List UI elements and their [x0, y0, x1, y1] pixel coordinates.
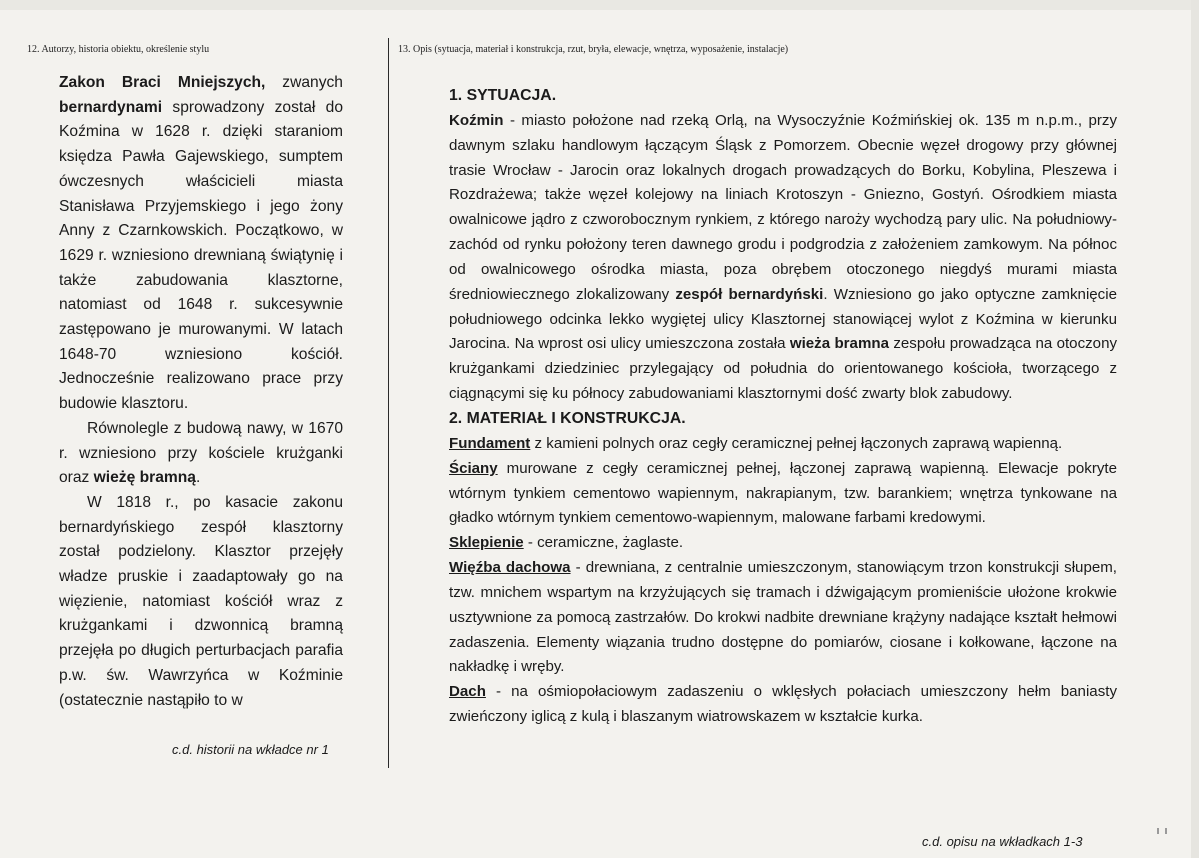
page-edge-right [1191, 0, 1199, 858]
item-term: Więźba dachowa [449, 559, 571, 577]
gate-tower-term: wieżę bramną [93, 469, 196, 487]
history-paragraph-3: W 1818 r., po kasacie zakonu bernardyńskiego zespół klasztorny został podzielony. Klasztor przejęły władze pruskie i zaadaptowały go na więzienie, natomiast kościół wraz z krużgankami i dzwonnicą bramną przejęła po długich perturbacjach parafia p.w. św. Wawrzyńca w Koźminie (ostatecznie nastąpiło to w [59, 493, 343, 709]
bernardines-term: bernardynami [59, 98, 163, 116]
right-column-header: 13. Opis (sytuacja, materiał i konstrukcja, rzut, bryła, elewacje, wnętrza, wyposażenie, instalacje) [398, 44, 789, 55]
material-item-foundation: Fundament z kamieni polnych oraz cegły ceramicznej pełnej łączonych zaprawą wapienną. [449, 434, 1063, 452]
material-item-roof-truss: Więźba dachowa - drewniana, z centralnie umieszczonym, stanowiącym trzon konstrukcji słupem, tzw. mnichem wspartym na krzyżujących się tramach i dźwigającym promieniście ułożone krokwie usztywnione za pomocą zastrzałów. Do krokwi nadbite drewniane krążyny nadające kształt hełmowi zadaszenia. Elementy wiązania trudno dostępne do pomiarów, ciosane i kołkowane, łączone na nakładkę i wręby. [449, 559, 1117, 676]
material-item-vault: Sklepienie - ceramiczne, żaglaste. [449, 534, 684, 552]
column-divider [388, 38, 389, 768]
history-paragraph-2: Równolegle z budową nawy, w 1670 r. wzniesiono przy kościele krużganki oraz wieżę bramną. [59, 419, 343, 487]
order-name: Zakon Braci Mniejszych, [59, 74, 266, 91]
history-continuation-note: c.d. historii na wkładce nr 1 [172, 742, 329, 757]
scan-speck [1157, 828, 1159, 834]
description-continuation-note: c.d. opisu na wkładkach 1-3 [922, 834, 1083, 849]
item-term: Sklepienie [449, 534, 524, 552]
section-heading-material: 2. MATERIAŁ I KONSTRUKCJA. [449, 409, 686, 427]
scan-speck [1165, 828, 1167, 834]
description-column [449, 84, 1117, 730]
history-column [59, 71, 343, 713]
history-paragraph-1: Zakon Braci Mniejszych, zwanych bernardynami sprowadzony został do Koźmina w 1628 r. dzięki staraniom księdza Pawła Gajewskiego, sumptem ówczesnych właścicieli miasta Stanisława Przyjemskiego i jego żony Anny z Czarnkowskich. Początkowo, w 1629 r. wzniesiono drewnianą świątynię i także zabudowania klasztorne, natomiast od 1648 r. sukcesywnie zastępowano je murowanymi. W latach 1648-70 wzniesiono kościół. Jednocześnie realizowano prace przy budowie klasztoru. [59, 74, 343, 413]
material-item-walls: Ściany murowane z cegły ceramicznej pełnej, łączonej zaprawą wapienną. Elewacje pokryte wtórnym tynkiem cementowo wapiennym, nakrapianym, tzw. barankiem; wnętrza tynkowane na gładko wtórnym tynkiem cementowo-wapiennym, malowane farbami kredowymi. [449, 459, 1117, 527]
gate-tower-term: wieża bramna [789, 335, 889, 353]
left-column-header: 12. Autorzy, historia obiektu, określenie stylu [27, 44, 210, 55]
item-term: Ściany [449, 459, 498, 477]
material-item-roof: Dach - na ośmiopołaciowym zadaszeniu o wklęsłych połaciach umieszczony hełm baniasty zwieńczony iglicą z kulą i blaszanym wiatrowskazem w kształcie kurka. [449, 683, 1117, 726]
section-heading-situation: 1. SYTUACJA. [449, 87, 557, 104]
complex-term: zespół bernardyński [675, 285, 824, 303]
item-term: Dach [449, 683, 486, 701]
situation-paragraph: Koźmin - miasto położone nad rzeką Orlą, na Wysoczyźnie Koźmińskiej ok. 135 m n.p.m., przy dawnym szlaku handlowym łączącym Śląsk z Pomorzem. Obecnie węzeł drogowy przy głównej trasie Wrocław - Jarocin oraz lokalnych drogach prowadzących do Borku, Kobylina, Pleszewa i Rozdrażewa; także węzeł kolejowy na liniach Krotoszyn - Gniezno, Gostyń. Ośrodkiem miasta owalnicowe jądro z czworobocznym rynkiem, z którego naroży wychodzą pary ulic. Na południowy-zachód od rynku położony teren dawnego grodu i podgrodzia z założeniem zamkowym. Na północ od owalnicowego ośrodka miasta, poza obrębem otoczonego niegdyś murami miasta średniowiecznego zlokalizowany zespół bernardyński. Wzniesiono go jako optyczne zamknięcie południowego odcinka lekko wygiętej ulicy Klasztornej stanowiącej wylot z Koźmina w kierunku Jarocina. Na wprost osi ulicy umieszczona została wieża bramna zespołu prowadząca na otoczony krużgankami dziedziniec przylegający od południa do orientowanego kościoła, tworzącego z ciągnącymi się ku północy zabudowaniami klasztornymi dość zwarty blok zabudowy. [449, 111, 1118, 403]
page-edge-top [0, 0, 1199, 10]
town-name: Koźmin [449, 111, 504, 129]
item-term: Fundament [449, 434, 531, 452]
